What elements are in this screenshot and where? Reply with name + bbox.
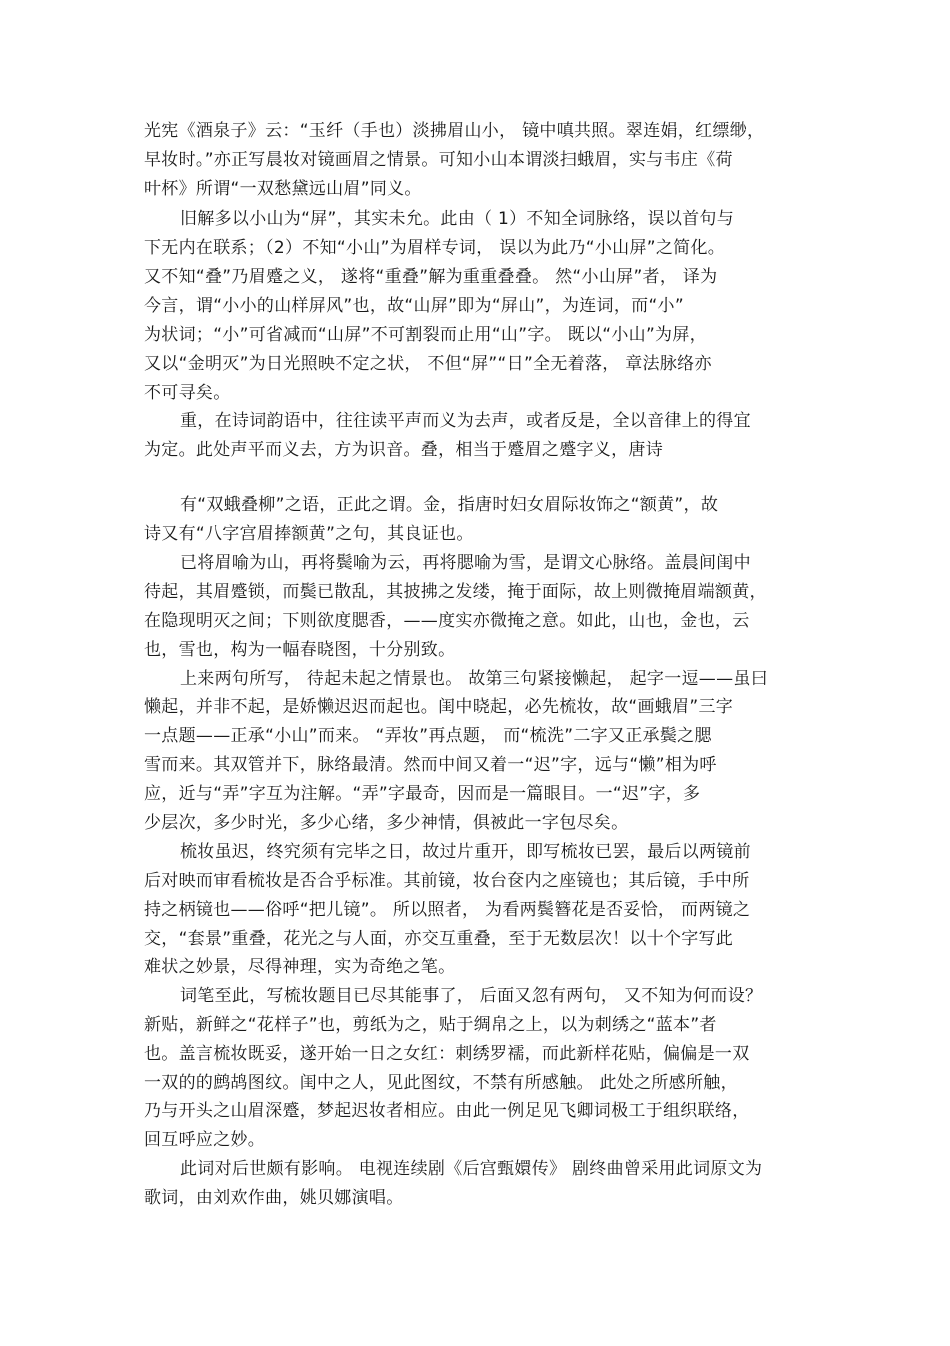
text-line: 难状之妙景，尽得神理，实为奇绝之笔。 — [144, 957, 456, 977]
text-line: 歌词，由刘欢作曲，姚贝娜演唱。 — [144, 1188, 404, 1208]
text-line: 为定。此处声平而义去，方为识音。叠，相当于蹙眉之蹙字义，唐诗 — [144, 440, 663, 460]
text-line: 少层次，多少时光，多少心绪，多少神情，俱被此一字包尽矣。 — [144, 813, 629, 833]
text-line: 上来两句所写， 待起未起之情景也。 故第三句紧接懒起， 起字一逗——虽曰 — [180, 669, 769, 689]
text-line: 已将眉喻为山，再将鬓喻为云，再将腮喻为雪，是谓文心脉络。盖晨间闺中 — [180, 553, 751, 573]
text-line: 旧解多以小山为“屏”，其实未允。此由（ 1）不知全词脉络，误以首句与 — [180, 209, 735, 229]
text-line: 回互呼应之妙。 — [144, 1130, 266, 1150]
text-line: 一点题——正承“小山”而来。 “弄妆”再点题， 而“梳洗”二字又正承鬓之腮 — [144, 726, 712, 746]
text-line: 也，雪也，构为一幅春晓图，十分别致。 — [144, 640, 456, 660]
text-line: 又不知“叠”乃眉蹙之义， 遂将“重叠”解为重重叠叠。 然“小山屏”者， 译为 — [144, 267, 718, 287]
text-line: 为状词；“小”可省减而“山屏”不可割裂而止用“山”字。 既以“小山”为屏， — [144, 325, 707, 345]
text-line: 也。盖言梳妆既妥，遂开始一日之女红：刺绣罗襦，而此新样花贴，偏偏是一双 — [144, 1044, 750, 1064]
text-line: 持之柄镜也——俗呼“把儿镜”。 所以照者， 为看两鬓簪花是否妥恰， 而两镜之 — [144, 900, 751, 920]
text-line: 早妆时。”亦正写晨妆对镜画眉之情景。可知小山本谓淡扫蛾眉，实与韦庄《荷 — [144, 150, 733, 170]
text-line: 乃与开头之山眉深蹙，梦起迟妆者相应。由此一例足见飞卿词极工于组织联络， — [144, 1101, 750, 1121]
text-line: 重，在诗词韵语中，往往读平声而义为去声，或者反是，全以音律上的得宜 — [180, 411, 751, 431]
text-line: 不可寻矣。 — [144, 383, 231, 403]
text-line: 今言，谓“小小的山样屏风”也，故“山屏”即为“屏山”，为连词，而“小” — [144, 296, 684, 316]
text-line: 在隐现明灭之间；下则欲度腮香，——度实亦微掩之意。如此，山也，金也，云 — [144, 611, 750, 631]
text-line: 又以“金明灭”为日光照映不定之状， 不但“屏”“日”全无着落， 章法脉络亦 — [144, 354, 712, 374]
text-line: 待起，其眉蹙锁，而鬓已散乱，其披拂之发缕，掩于面际，故上则微掩眉端额黄， — [144, 582, 767, 602]
text-line: 应，近与“弄”字互为注解。“弄”字最奇，因而是一篇眼目。一“迟”字，多 — [144, 784, 701, 804]
text-line: 后对映而审看梳妆是否合乎标准。其前镜，妆台奁内之座镜也；其后镜，手中所 — [144, 871, 750, 891]
text-line: 下无内在联系；（2）不知“小山”为眉样专词， 误以为此乃“小山屏”之简化。 — [144, 238, 726, 258]
text-line: 交，“套景”重叠，花光之与人面，亦交互重叠，至于无数层次！以十个字写此 — [144, 929, 734, 949]
text-line: 懒起，并非不起，是娇懒迟迟而起也。闺中晓起，必先梳妆，故“画蛾眉”三字 — [144, 697, 734, 717]
text-line: 新贴，新鲜之“花样子”也，剪纸为之，贴于绸帛之上，以为刺绣之“蓝本”者 — [144, 1015, 717, 1035]
text-line: 一双的的鹧鸪图纹。闺中之人，见此图纹，不禁有所感触。 此处之所感所触， — [144, 1073, 738, 1093]
text-line: 诗又有“八字宫眉捧额黄”之句，其良证也。 — [144, 524, 474, 544]
text-line: 此词对后世颇有影响。 电视连续剧《后宫甄嬛传》 剧终曲曾采用此词原文为 — [180, 1159, 763, 1179]
text-line: 光宪《酒泉子》云：“玉纤（手也）淡拂眉山小， 镜中嗔共照。翠连娟，红缥缈， — [144, 121, 765, 141]
text-line: 有“双蛾叠柳”之语，正此之谓。金，指唐时妇女眉际妆饰之“额黄”，故 — [180, 495, 719, 515]
text-line: 叶杯》所谓“一双愁黛远山眉”同义。 — [144, 179, 422, 199]
text-line: 雪而来。其双管并下，脉络最清。然而中间又着一“迟”字，远与“懒”相为呼 — [144, 755, 717, 775]
text-line: 梳妆虽迟，终究须有完毕之日，故过片重开，即写梳妆已罢，最后以两镜前 — [180, 842, 751, 862]
text-line: 词笔至此，写梳妆题目已尽其能事了， 后面又忽有两句， 又不知为何而设？ — [180, 986, 763, 1006]
